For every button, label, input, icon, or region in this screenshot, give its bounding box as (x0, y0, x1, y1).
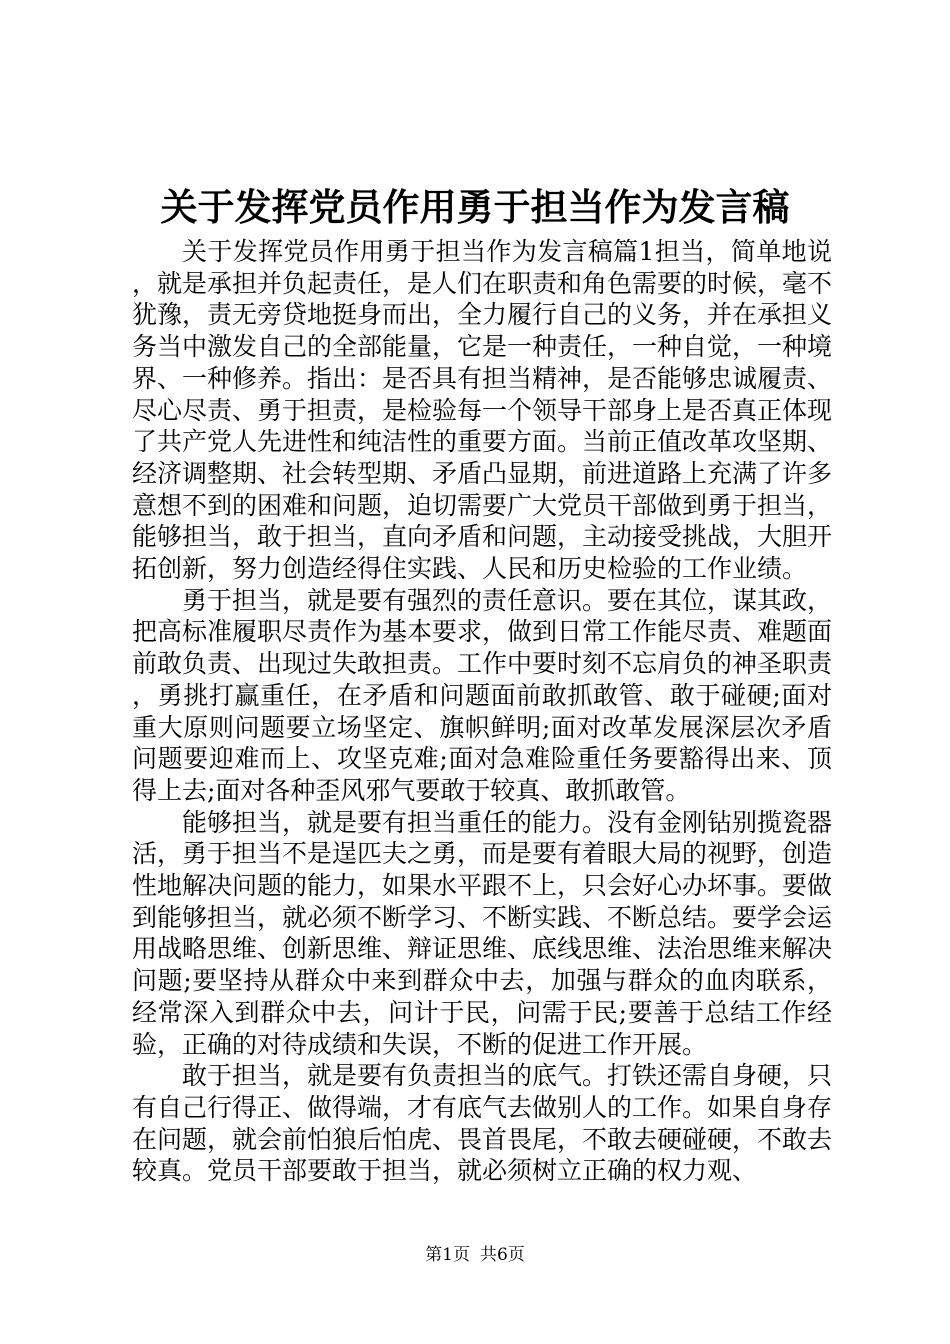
paragraph-4: 敢于担当，就是要有负责担当的底气。打铁还需自身硬，只有自己行得正、做得端，才有底气去做别人的工作。如果自身存在问题，就会前怕狼后怕虎、畏首畏尾，不敢去硬碰硬，不敢去较真。党员干部要敢于担当，就必须树立正确的权力观、 (132, 1061, 833, 1186)
paragraph-1: 关于发挥党员作用勇于担当作为发言稿篇1担当，简单地说，就是承担并负起责任，是人们在职责和角色需要的时候，毫不犹豫，责无旁贷地挺身而出，全力履行自己的义务，并在承担义务当中激发自己的全部能量，它是一种责任，一种自觉，一种境界、一种修养。指出：是否具有担当精神，是否能够忠诚履责、尽心尽责、勇于担责，是检验每一个领导干部身上是否真正体现了共产党人先进性和纯洁性的重要方面。当前正值改革攻坚期、经济调整期、社会转型期、矛盾凸显期，前进道路上充满了许多意想不到的困难和问题，迫切需要广大党员干部做到勇于担当，能够担当，敢于担当，直向矛盾和问题，主动接受挑战，大胆开拓创新，努力创造经得住实践、人民和历史检验的工作业绩。 (132, 237, 833, 584)
page-number-total: 共6页 (480, 1245, 525, 1265)
document-body (132, 236, 832, 1187)
paragraph-3: 能够担当，就是要有担当重任的能力。没有金刚钻别揽瓷器活，勇于担当不是逞匹夫之勇，而是要有着眼大局的视野，创造性地解决问题的能力，如果水平跟不上，只会好心办坏事。要做到能够担当，就必须不断学习、不断实践、不断总结。要学会运用战略思维、创新思维、辩证思维、底线思维、法治思维来解决问题;要坚持从群众中来到群众中去，加强与群众的血肉联系，经常深入到群众中去，问计于民，问需于民;要善于总结工作经验，正确的对待成绩和失误，不断的促进工作开展。 (132, 807, 833, 1059)
page-footer (0, 1244, 950, 1266)
document-title: 关于发挥党员作用勇于担当作为发言稿 (160, 186, 790, 229)
paragraph-2: 勇于担当，就是要有强烈的责任意识。要在其位，谋其政，把高标准履职尽责作为基本要求，做到日常工作能尽责、难题面前敢负责、出现过失敢担责。工作中要时刻不忘肩负的神圣职责，勇挑打赢重任，在矛盾和问题面前敢抓敢管、敢于碰硬;面对重大原则问题要立场坚定、旗帜鲜明;面对改革发展深层次矛盾问题要迎难而上、攻坚克难;面对急难险重任务要豁得出来、顶得上去;面对各种歪风邪气要敢于较真、敢抓敢管。 (132, 585, 833, 805)
page-number-current: 第1页 (425, 1245, 470, 1265)
